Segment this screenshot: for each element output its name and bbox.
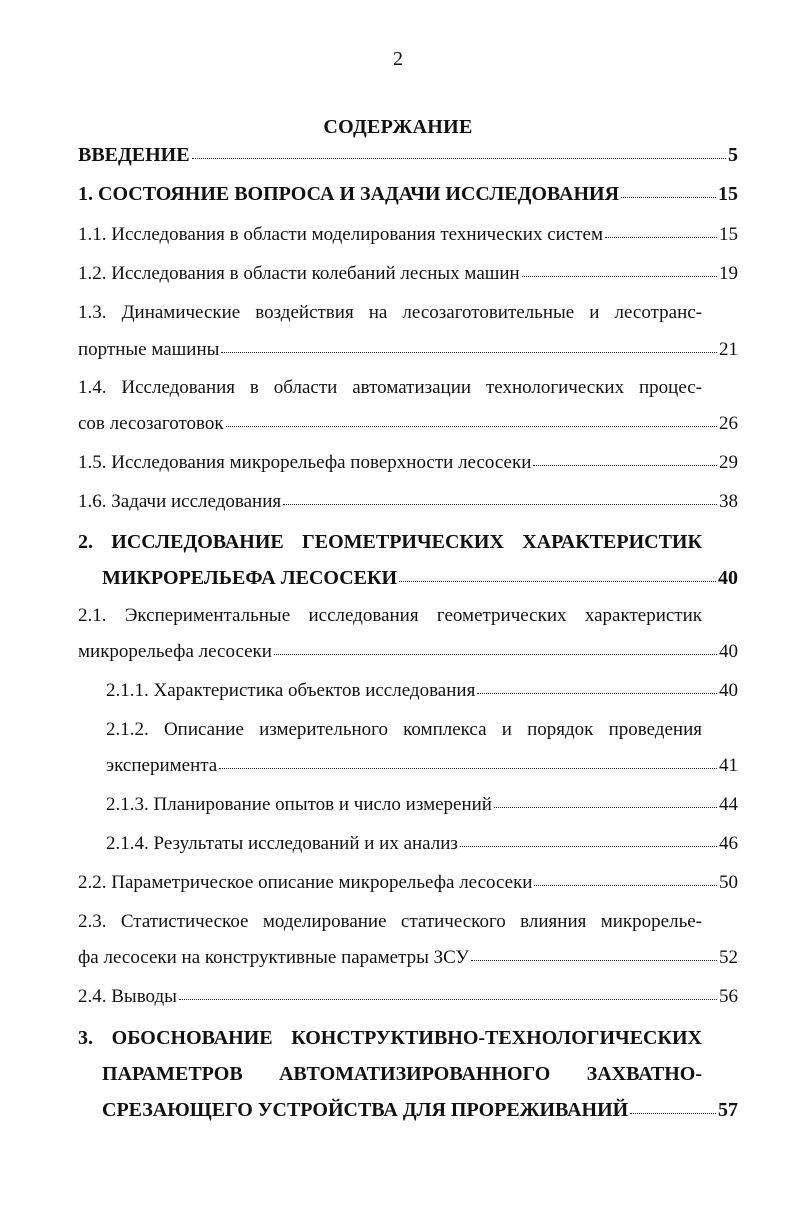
toc-page-number: 15 <box>719 224 738 245</box>
toc-entry-text: эксперимента <box>106 755 218 776</box>
leader-dots <box>533 465 717 466</box>
toc-page-number: 44 <box>719 794 738 815</box>
toc-entry-chapter-3 <box>102 1098 738 1122</box>
toc-entry-2-1-1 <box>106 679 738 703</box>
toc-entry-text: 2.1.4. Результаты исследований и их анализ <box>106 833 458 854</box>
toc-page-number: 56 <box>719 986 738 1007</box>
toc-page-number: 57 <box>718 1099 738 1121</box>
toc-entry-chapter-2-line1: 2. ИССЛЕДОВАНИЕ ГЕОМЕТРИЧЕСКИХ ХАРАКТЕРИСТИК <box>78 531 702 553</box>
leader-dots <box>471 960 717 961</box>
toc-entry-1-1 <box>78 223 738 247</box>
toc-page-number: 46 <box>719 833 738 854</box>
leader-dots <box>399 581 716 582</box>
toc-entry-2-1-2 <box>106 754 738 778</box>
toc-page-number: 40 <box>719 641 738 662</box>
toc-page-number: 26 <box>719 413 738 434</box>
toc-entry-text: 1.5. Исследования микрорельефа поверхности лесосеки <box>78 452 532 473</box>
toc-entry-2-4 <box>78 985 738 1009</box>
toc-entry-text: микрорельефа лесосеки <box>78 641 272 662</box>
toc-page-number: 41 <box>719 755 738 776</box>
leader-dots <box>534 885 717 886</box>
toc-entry-text: ВВЕДЕНИЕ <box>78 144 190 166</box>
leader-dots <box>283 504 717 505</box>
toc-entry-text: 2.2. Параметрическое описание микрорельефа лесосеки <box>78 872 533 893</box>
toc-entry-text: МИКРОРЕЛЬЕФА ЛЕСОСЕКИ <box>102 567 398 589</box>
leader-dots <box>477 693 717 694</box>
toc-entry-text: фа лесосеки на конструктивные параметры ЗСУ <box>78 947 470 968</box>
leader-dots <box>226 426 717 427</box>
leader-dots <box>630 1113 716 1114</box>
toc-entry-text: 1.6. Задачи исследования <box>78 491 282 512</box>
toc-entry-text: СРЕЗАЮЩЕГО УСТРОЙСТВА ДЛЯ ПРОРЕЖИВАНИЙ <box>102 1099 629 1121</box>
leader-dots <box>460 846 717 847</box>
toc-entry-2-2 <box>78 871 738 895</box>
toc-entry-text: портные машины <box>78 339 220 360</box>
toc-entry-1-3 <box>78 338 738 362</box>
toc-page-number: 21 <box>719 339 738 360</box>
toc-title: СОДЕРЖАНИЕ <box>323 116 473 138</box>
leader-dots <box>179 999 717 1000</box>
toc-entry-chapter-3-line1: 3. ОБОСНОВАНИЕ КОНСТРУКТИВНО-ТЕХНОЛОГИЧЕСКИХ <box>78 1027 702 1049</box>
leader-dots <box>522 276 717 277</box>
toc-entry-1-2 <box>78 262 738 286</box>
toc-entry-1-5 <box>78 451 738 475</box>
leader-dots <box>221 352 717 353</box>
toc-page-number: 40 <box>718 567 738 589</box>
toc-entry-text: 2.4. Выводы <box>78 986 177 1007</box>
toc-page-number: 29 <box>719 452 738 473</box>
toc-entry-text: 1. СОСТОЯНИЕ ВОПРОСА И ЗАДАЧИ ИССЛЕДОВАНИЯ <box>78 183 620 205</box>
toc-page-number: 15 <box>718 183 738 205</box>
toc-entry-2-3 <box>78 946 738 970</box>
leader-dots <box>219 768 717 769</box>
toc-entry-2-1-3 <box>106 793 738 817</box>
toc-entry-2-1 <box>78 640 738 664</box>
toc-entry-text: 2.1.1. Характеристика объектов исследования <box>106 680 476 701</box>
toc-entry-text: сов лесозаготовок <box>78 413 224 434</box>
leader-dots <box>605 237 717 238</box>
toc-entry-text: 1.1. Исследования в области моделирования технических систем <box>78 224 603 245</box>
toc-entry-2-1-4 <box>106 832 738 856</box>
toc-entry-intro <box>78 143 738 167</box>
toc-entry-chapter-2 <box>102 566 738 590</box>
toc-entry-chapter-1 <box>78 182 738 206</box>
toc-entry-2-1-2-line1: 2.1.2. Описание измерительного комплекса и порядок проведения <box>106 719 702 740</box>
toc-entry-chapter-3-line2: ПАРАМЕТРОВ АВТОМАТИЗИРОВАННОГО ЗАХВАТНО- <box>102 1063 702 1085</box>
toc-page-number: 50 <box>719 872 738 893</box>
toc-entry-2-3-line1: 2.3. Статистическое моделирование статического влияния микрорелье- <box>78 911 702 932</box>
toc-entry-text: 1.2. Исследования в области колебаний лесных машин <box>78 263 520 284</box>
toc-page-number: 19 <box>719 263 738 284</box>
page-number: 2 <box>393 48 403 70</box>
toc-page-number: 38 <box>719 491 738 512</box>
toc-entry-1-3-line1: 1.3. Динамические воздействия на лесозаготовительные и лесотранс- <box>78 302 702 323</box>
toc-page-number: 40 <box>719 680 738 701</box>
toc-entry-1-4 <box>78 412 738 436</box>
toc-entry-1-4-line1: 1.4. Исследования в области автоматизации технологических процес- <box>78 377 702 398</box>
leader-dots <box>494 807 717 808</box>
toc-page-number: 5 <box>728 144 738 166</box>
toc-entry-2-1-line1: 2.1. Экспериментальные исследования геометрических характеристик <box>78 605 702 626</box>
leader-dots <box>621 197 716 198</box>
toc-page-number: 52 <box>719 947 738 968</box>
leader-dots <box>192 158 726 159</box>
leader-dots <box>274 654 717 655</box>
toc-entry-text: 2.1.3. Планирование опытов и число измерений <box>106 794 492 815</box>
toc-entry-1-6 <box>78 490 738 514</box>
